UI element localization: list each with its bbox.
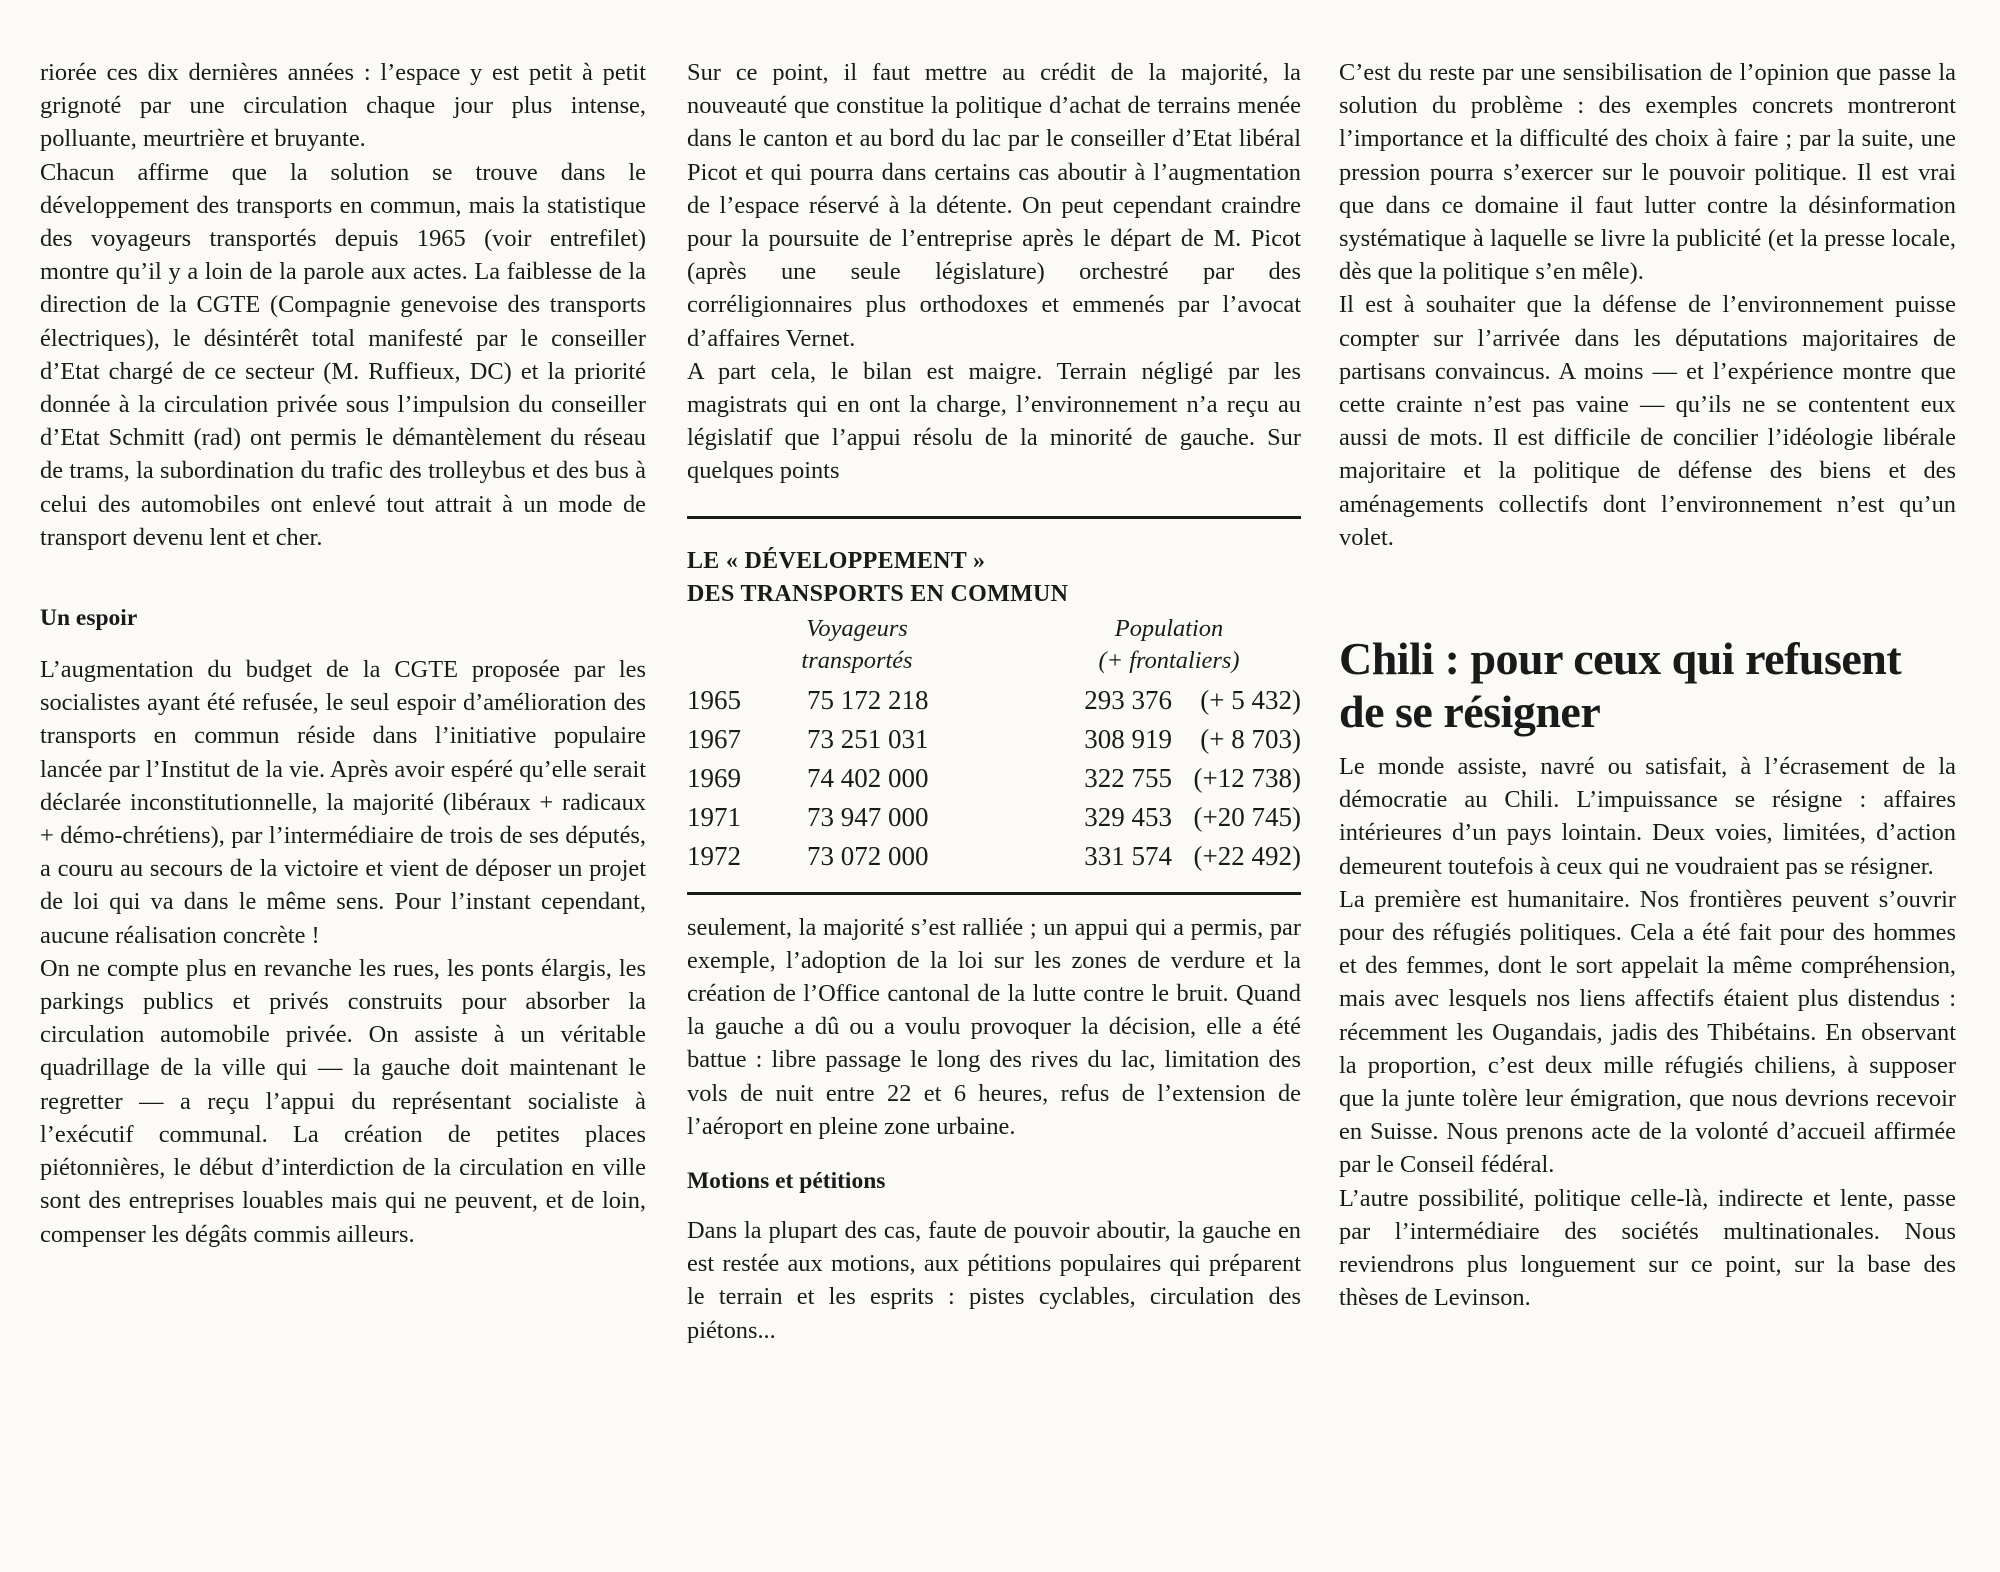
cell-voyageurs: 73 251 031 — [807, 723, 929, 754]
column-left — [40, 56, 646, 1251]
header-population-line2: (+ frontaliers) — [1098, 646, 1240, 674]
box-title-line1: LE « DÉVELOPPEMENT » — [687, 547, 986, 574]
table-row — [687, 759, 1301, 798]
cell-population: 322 755 — [1084, 762, 1172, 793]
cell-population: 308 919 — [1084, 723, 1172, 754]
header-population — [982, 613, 1301, 677]
table-row — [687, 798, 1301, 837]
paragraph: C’est du reste par une sensibilisation de l’opinion que passe la solution du problème : des exemples concrets montreront l’importance et la difficulté des choix à faire ; par la suite, une pression pourra s’exercer sur le pouvoir politique. Il est vrai que dans ce domaine il faut lutter contre la désinformation systématique à laquelle se livre la publicité (et la presse locale, dès que la politique s’en mêle). — [1339, 59, 1956, 286]
cell-population: 329 453 — [1084, 801, 1172, 832]
paragraph: Le monde assiste, navré ou satisfait, à l’écrasement de la démocratie au Chili. L’impuissance se résigne : affaires intérieures d’un pays lointain. Deux voies, limitées, d’action demeurent toutefois à ceux qui ne voudraient pas se résigner. — [1339, 753, 1956, 880]
cell-voyageurs: 73 072 000 — [807, 840, 929, 871]
cell-frontaliers: (+ 8 703) — [1200, 723, 1301, 754]
article-title-chili: Chili : pour ceux qui refusent de se résigner — [1339, 633, 1902, 738]
paragraph: Il est à souhaiter que la défense de l’environnement puisse compter sur l’arrivée dans les députations majoritaires de partisans convaincus. A moins — et l’expérience montre que cette crainte n’est pas vaine — qu’ils ne se contentent eux aussi de mots. Il est difficile de concilier l’idéologie libérale majoritaire et la politique de défense des biens et des aménagements collectifs dont l’environnement n’est qu’un volet. — [1339, 291, 1956, 551]
section-heading-motions: Motions et pétitions — [687, 1168, 886, 1195]
cell-frontaliers: (+12 738) — [1193, 762, 1301, 793]
statistics-box — [687, 516, 1301, 895]
column-right — [1339, 56, 1956, 1315]
cell-population: 293 376 — [1084, 684, 1172, 715]
section-heading-un-espoir: Un espoir — [40, 605, 138, 632]
table-row — [687, 720, 1301, 759]
table-row — [687, 681, 1301, 720]
table-row — [687, 837, 1301, 876]
header-voyageurs-line1: Voyageurs — [806, 614, 908, 642]
cell-year: 1972 — [687, 840, 741, 871]
column-middle — [687, 56, 1301, 1347]
cell-year: 1967 — [687, 723, 741, 754]
cell-voyageurs: 74 402 000 — [807, 762, 929, 793]
paragraph: Chacun affirme que la solution se trouve dans le développement des transports en commun, mais la statistique des voyageurs transportés depuis 1965 (voir entrefilet) montre qu’il y a loin de la parole aux actes. La faiblesse de la direction de la CGTE (Compagnie genevoise des transports électriques), le désintérêt total manifesté par le conseiller d’Etat chargé de ce secteur (M. Ruffieux, DC) et la priorité donnée à la circulation privée sous l’impulsion du conseiller d’Etat Schmitt (rad) ont permis le démantèlement du réseau de trams, la subordination du trafic des trolleybus et des bus à celui des automobiles ont enlevé tout attrait à un mode de transport devenu lent et cher. — [40, 158, 646, 551]
box-title-line2: DES TRANSPORTS EN COMMUN — [687, 580, 1069, 607]
paragraph: La première est humanitaire. Nos frontières peuvent s’ouvrir pour des réfugiés politiques. Cela a été fait pour des hommes et des femmes, dont le sort appelait la même compréhension, mais avec lesquels nos liens affectifs étaient plus distendus : récemment les Ougandais, jadis des Thibétains. En observant la proportion, c’est deux mille réfugiés chiliens, à supposer que la junte tolère leur émigration, que nous devrions recevoir en Suisse. Nous prenons acte de la volonté d’accueil affirmée par le Conseil fédéral. — [1339, 885, 1956, 1179]
box-column-headers — [687, 613, 1301, 677]
cell-frontaliers: (+22 492) — [1193, 840, 1301, 871]
paragraph: riorée ces dix dernières années : l’espace y est petit à petit grignoté par une circulation chaque jour plus intense, polluante, meurtrière et bruyante. — [40, 59, 646, 153]
cell-year: 1971 — [687, 801, 741, 832]
paragraph: A part cela, le bilan est maigre. Terrain négligé par les magistrats qui en ont la charge, l’environnement n’a reçu au législatif que l’appui résolu de la minorité de gauche. Sur quelques points — [687, 357, 1301, 485]
statistics-table — [687, 681, 1301, 876]
paragraph: seulement, la majorité s’est ralliée ; un appui qui a permis, par exemple, l’adoption de la loi sur les zones de verdure et la création de l’Office cantonal de la lutte contre le bruit. Quand la gauche a dû ou a voulu provoquer la décision, elle a été battue : libre passage le long des rives du lac, limitation des vols de nuit entre 22 et 6 heures, refus de l’extension de l’aéroport en pleine zone urbaine. — [687, 913, 1301, 1140]
cell-voyageurs: 75 172 218 — [807, 684, 929, 715]
cell-year: 1969 — [687, 762, 741, 793]
paragraph: L’augmentation du budget de la CGTE proposée par les socialistes ayant été refusée, le seul espoir d’amélioration des transports en commun réside dans l’initiative populaire lancée par l’Institut de la vie. Après avoir espéré qu’elle serait déclarée inconstitutionnelle, la majorité (libéraux + radicaux + démo-chrétiens), par l’intermédiaire de trois de ses députés, a couru au secours de la victoire et vient de déposer un projet de loi qui va dans le même sens. Pour l’instant cependant, aucune réalisation concrète ! — [40, 656, 646, 949]
cell-frontaliers: (+ 5 432) — [1200, 684, 1301, 715]
cell-frontaliers: (+20 745) — [1193, 801, 1301, 832]
cell-voyageurs: 73 947 000 — [807, 801, 929, 832]
paragraph: Sur ce point, il faut mettre au crédit de la majorité, la nouveauté que constitue la politique d’achat de terrains menée dans le canton et au bord du lac par le conseiller d’Etat libéral Picot et qui pourra dans certains cas aboutir à l’augmentation de l’espace réservé à la détente. On peut cependant craindre pour la poursuite de l’entreprise après le départ de M. Picot (après une seule législature) orchestré par des corréligionnaires plus orthodoxes et emmenés par l’avocat d’affaires Vernet. — [687, 59, 1301, 352]
header-voyageurs-line2: transportés — [801, 646, 913, 674]
header-population-line1: Population — [1114, 614, 1224, 642]
paragraph: Dans la plupart des cas, faute de pouvoir aboutir, la gauche en est restée aux motions, aux pétitions populaires qui préparent le terrain et les esprits : pistes cyclables, circulation des piétons... — [687, 1217, 1301, 1344]
paragraph: L’autre possibilité, politique celle-là, indirecte et lente, passe par l’intermédiaire des sociétés multinationales. Nous reviendrons plus longuement sur ce point, sur la base des thèses de Levinson. — [1339, 1184, 1956, 1312]
cell-year: 1965 — [687, 684, 741, 715]
header-voyageurs — [687, 613, 982, 677]
paragraph: On ne compte plus en revanche les rues, les ponts élargis, les parkings publics et privés construits pour absorber la circulation automobile privée. On assiste à un véritable quadrillage de la ville qui — la gauche doit maintenant le regretter — a reçu l’appui du représentant socialiste à l’exécutif communal. La création de petites places piétonnières, le début d’interdiction de la circulation en ville sont des entreprises louables mais qui ne peuvent, et de loin, compenser les dégâts commis ailleurs. — [40, 954, 646, 1248]
cell-population: 331 574 — [1084, 840, 1172, 871]
